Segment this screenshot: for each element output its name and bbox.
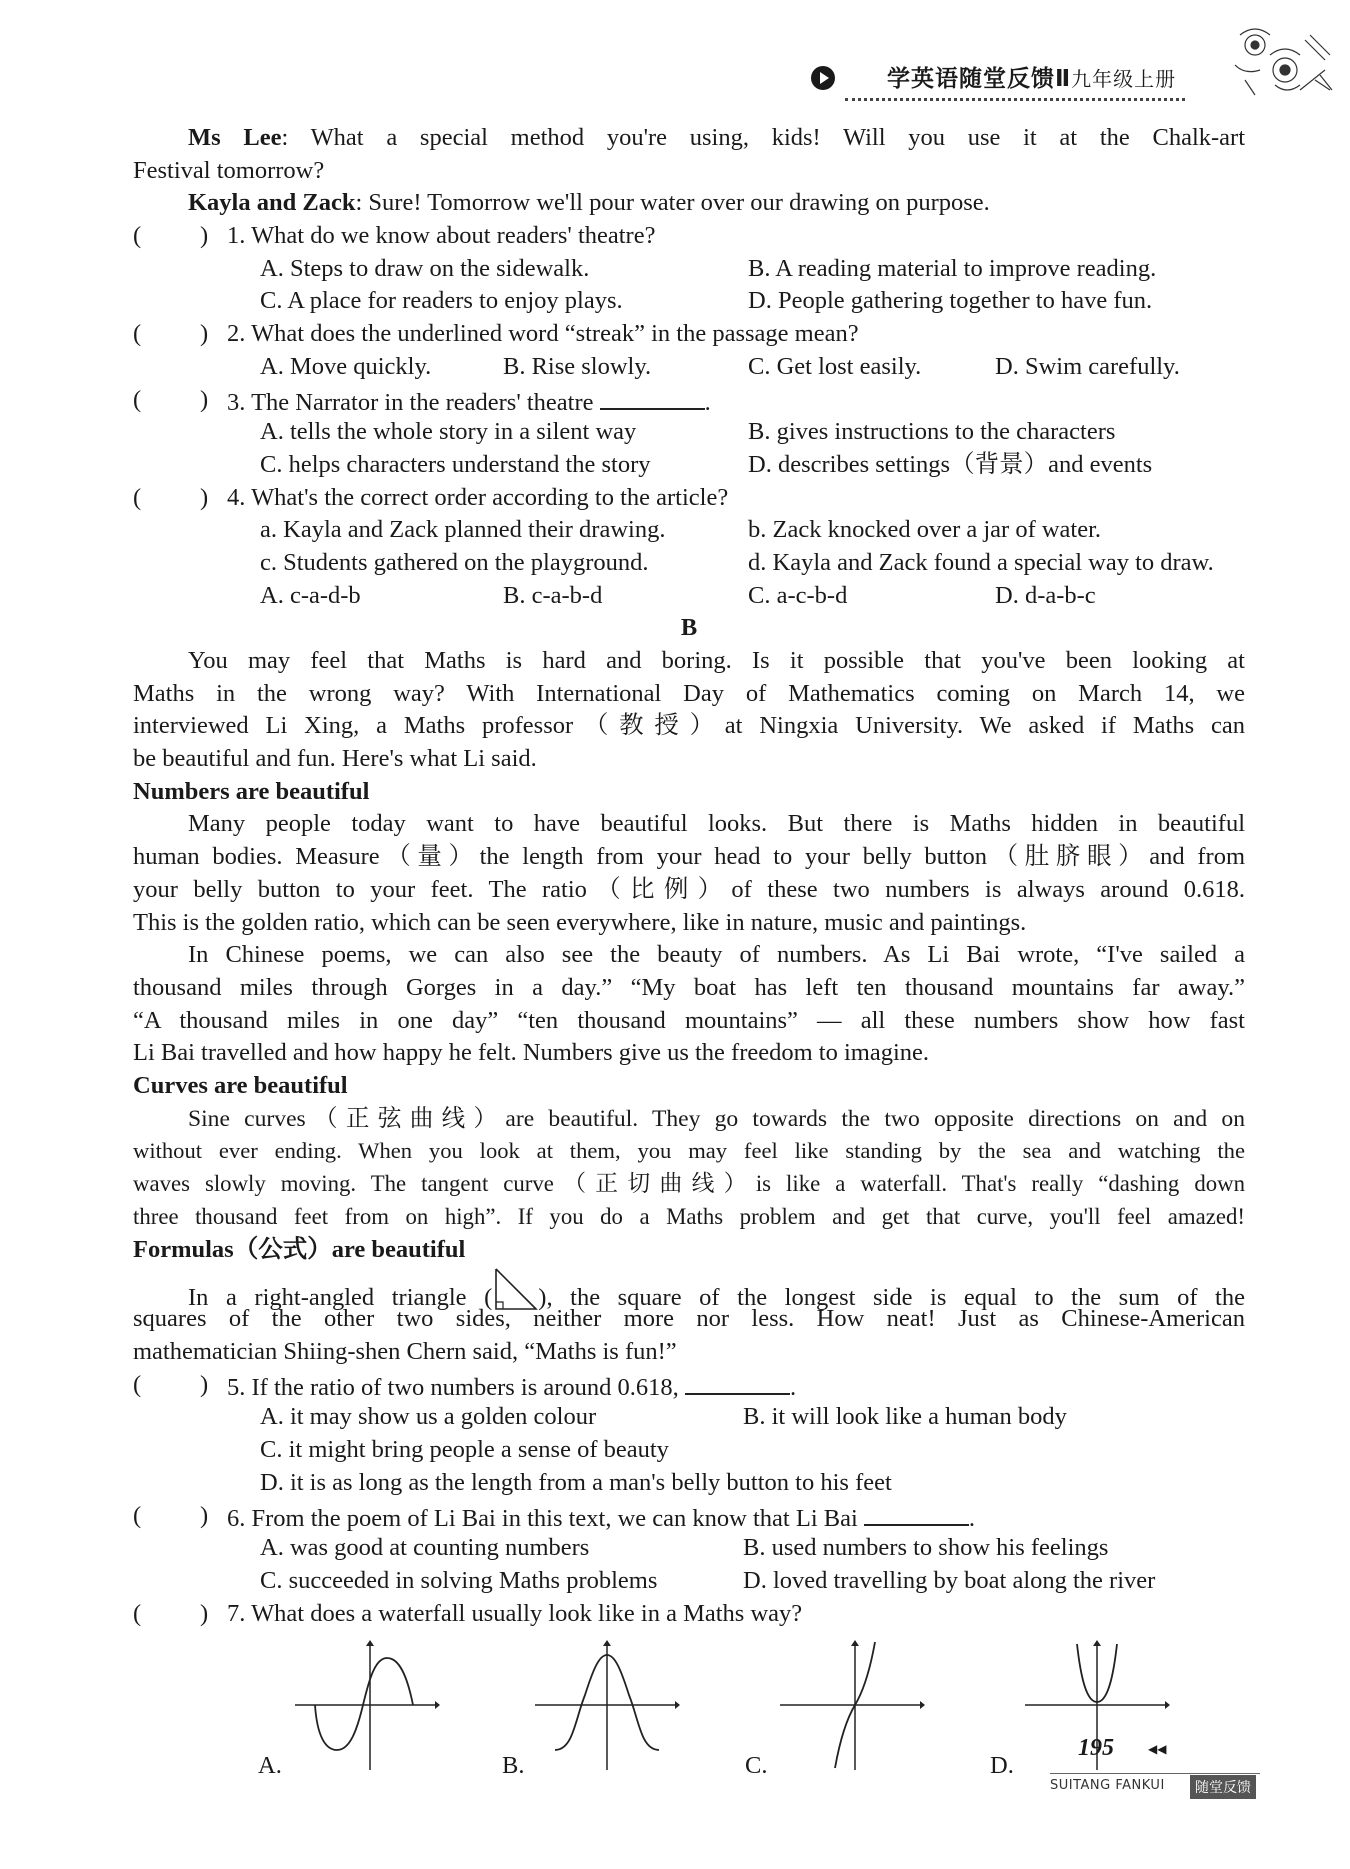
- paragraph-line: squares of the other two sides, neither more nor less. How neat! Just as Chinese-American: [133, 1305, 1245, 1333]
- paragraph-line: This is the golden ratio, which can be seen everywhere, like in nature, music and paintings.: [133, 908, 1027, 936]
- option: D. People gathering together to have fun.: [748, 287, 1153, 315]
- paragraph-line: without ever ending. When you look at them, you may feel like standing by the sea and watching the: [133, 1138, 1245, 1164]
- paragraph-line: You may feel that Maths is hard and boring. Is it possible that you've been looking at: [188, 647, 1245, 674]
- dialogue-line: Kayla and Zack: Sure! Tomorrow we'll pour water over our drawing on purpose.: [188, 189, 990, 217]
- paragraph-line: thousand miles through Gorges in a day.” “My boat has left ten thousand mountains far away.”: [133, 973, 1245, 1001]
- question-5: ( ) 5. If the ratio of two numbers is around 0.618, .: [133, 1370, 797, 1401]
- question-6: ( ) 6. From the poem of Li Bai in this text, we can know that Li Bai .: [133, 1501, 976, 1532]
- option-label-d: D.: [990, 1752, 1014, 1779]
- tangent-curve-graph[interactable]: [780, 1640, 925, 1770]
- option: B. Rise slowly.: [503, 352, 652, 380]
- option: D. Swim carefully.: [995, 352, 1180, 380]
- options-row: [133, 1565, 1245, 1598]
- options-row: [133, 449, 1245, 482]
- dialogue-text: Sure! Tomorrow we'll pour water over our drawing on purpose.: [368, 189, 990, 217]
- option: C. helps characters understand the story: [260, 450, 651, 478]
- option: B. c-a-b-d: [503, 581, 603, 609]
- flower-decoration-icon: [1215, 20, 1335, 120]
- options-row: [133, 514, 1245, 547]
- option: C. Get lost easily.: [748, 352, 922, 380]
- subheading: Curves are beautiful: [133, 1071, 348, 1099]
- dialogue-line: Festival tomorrow?: [133, 156, 325, 184]
- options-row: [133, 1434, 1245, 1467]
- footer-bar: [1050, 1773, 1260, 1800]
- answer-bracket[interactable]: (: [133, 222, 142, 250]
- question-4: ( ) 4. What's the correct order according to the article?: [133, 482, 1245, 515]
- grade-label: 九年级上册: [1071, 67, 1177, 91]
- option: A. c-a-d-b: [260, 581, 361, 609]
- sine-curve-graph[interactable]: [295, 1640, 440, 1770]
- header-divider: [845, 98, 1185, 101]
- options-row: [133, 285, 1245, 318]
- event-item: c. Students gathered on the playground.: [260, 548, 649, 576]
- paragraph-line: “A thousand miles in one day” “ten thousand mountains” — all these numbers show how fast: [133, 1006, 1245, 1034]
- question-2: ( ) 2. What does the underlined word “streak” in the passage mean?: [133, 318, 1245, 351]
- answer-bracket[interactable]: (: [133, 483, 142, 511]
- option: C. succeeded in solving Maths problems: [260, 1566, 658, 1594]
- question-3: ( ) 3. The Narrator in the readers' theatre .: [133, 385, 711, 416]
- options-row: [133, 547, 1245, 580]
- speaker: Kayla and Zack: [188, 189, 356, 217]
- option: A. Move quickly.: [260, 352, 432, 380]
- event-item: a. Kayla and Zack planned their drawing.: [260, 516, 666, 544]
- option-label-b: B.: [502, 1752, 525, 1779]
- answer-bracket[interactable]: (: [133, 1599, 142, 1627]
- paragraph-line: In a right-angled triangle ( ), the square of the longest side is equal to the sum of the: [133, 1267, 1245, 1303]
- paragraph-line: your belly button to your feet. The ratio（比例）of these two numbers is always around 0.618.: [133, 875, 1245, 903]
- paragraph-line: Li Bai travelled and how happy he felt. Numbers give us the freedom to imagine.: [133, 1039, 930, 1067]
- options-row: [133, 1467, 1245, 1500]
- option: C. a-c-b-d: [748, 581, 848, 609]
- option: C. A place for readers to enjoy plays.: [260, 287, 623, 315]
- paragraph-line: Many people today want to have beautiful looks. But there is Maths hidden in beautiful: [188, 810, 1245, 838]
- dialogue-text: What a special method you're using, kids! Will you use it at the Chalk-art: [310, 124, 1245, 151]
- options-row: [133, 253, 1245, 286]
- speaker: Ms Lee: [188, 124, 282, 151]
- event-item: b. Zack knocked over a jar of water.: [748, 516, 1102, 544]
- paragraph-line: be beautiful and fun. Here's what Li said.: [133, 745, 537, 773]
- answer-bracket[interactable]: (: [133, 1501, 142, 1529]
- footer-chinese: 随堂反馈: [1190, 1775, 1256, 1799]
- event-item: d. Kayla and Zack found a special way to draw.: [748, 548, 1214, 576]
- option: A. tells the whole story in a silent way: [260, 418, 637, 446]
- paragraph-line: interviewed Li Xing, a Maths professor（教授）at Ningxia University. We asked if Maths can: [133, 712, 1245, 740]
- option: D. it is as long as the length from a man's belly button to his feet: [260, 1468, 892, 1496]
- section-label: B: [680, 614, 698, 642]
- dialogue-line: Ms Lee: What a special method you're using, kids! Will you use it at the Chalk-art: [188, 124, 1245, 151]
- paragraph-line: three thousand feet from on high”. If you do a Maths problem and get that curve, you'll feel amazed!: [133, 1203, 1245, 1229]
- answer-bracket[interactable]: (: [133, 320, 142, 348]
- rewind-arrows-icon: ◀◀: [1148, 1742, 1167, 1756]
- answer-bracket[interactable]: (: [133, 385, 142, 413]
- question-1: ( ) 1. What do we know about readers' theatre?: [133, 220, 1245, 253]
- option: A. was good at counting numbers: [260, 1534, 590, 1562]
- answer-bracket[interactable]: (: [133, 1370, 142, 1398]
- page-number: 195: [1078, 1735, 1114, 1761]
- option: A. Steps to draw on the sidewalk.: [260, 254, 590, 282]
- option: D. d-a-b-c: [995, 581, 1096, 609]
- page-content: [133, 122, 1245, 1630]
- subheading: Formulas（公式）are beautiful: [133, 1236, 466, 1264]
- option: B. gives instructions to the characters: [748, 418, 1116, 446]
- answer-blank[interactable]: [685, 1369, 790, 1395]
- bell-curve-graph[interactable]: [535, 1640, 680, 1770]
- paragraph-line: mathematician Shiing-shen Chern said, “Maths is fun!”: [133, 1338, 677, 1366]
- options-row: [133, 416, 1245, 449]
- page-header: [805, 52, 1225, 102]
- play-icon: [810, 65, 836, 91]
- answer-blank[interactable]: [864, 1500, 969, 1526]
- option: B. it will look like a human body: [743, 1403, 1067, 1431]
- option: D. loved travelling by boat along the river: [743, 1566, 1156, 1594]
- options-row: [133, 1532, 1245, 1565]
- option-label-c: C.: [745, 1752, 768, 1779]
- option: C. it might bring people a sense of beauty: [260, 1436, 669, 1464]
- option: B. A reading material to improve reading.: [748, 254, 1157, 282]
- option: B. used numbers to show his feelings: [743, 1534, 1109, 1562]
- paragraph-line: waves slowly moving. The tangent curve（正切曲线）is like a waterfall. That's really “dashing down: [133, 1171, 1245, 1196]
- option: D. describes settings（背景）and events: [748, 450, 1153, 478]
- paragraph-line: human bodies. Measure（量）the length from your head to your belly button（肚脐眼）and from: [133, 843, 1245, 871]
- footer-english: SUITANG FANKUI: [1050, 1778, 1165, 1793]
- question-7: ( ) 7. What does a waterfall usually look like in a Maths way?: [133, 1598, 1245, 1631]
- subheading: Numbers are beautiful: [133, 777, 370, 805]
- options-row: [133, 1401, 1245, 1434]
- options-row: [133, 351, 1245, 384]
- option-label-a: A.: [258, 1752, 282, 1779]
- paragraph-line: In Chinese poems, we can also see the beauty of numbers. As Li Bai wrote, “I've sailed a: [188, 941, 1245, 969]
- options-row: [133, 580, 1245, 613]
- book-title: 学英语随堂反馈Ⅱ九年级上册: [887, 66, 1177, 92]
- option: A. it may show us a golden colour: [260, 1403, 597, 1431]
- answer-blank[interactable]: [600, 384, 705, 410]
- paragraph-line: Maths in the wrong way? With International Day of Mathematics coming on March 14, we: [133, 679, 1245, 707]
- paragraph-line: Sine curves（正弦曲线）are beautiful. They go towards the two opposite directions on and on: [188, 1105, 1245, 1132]
